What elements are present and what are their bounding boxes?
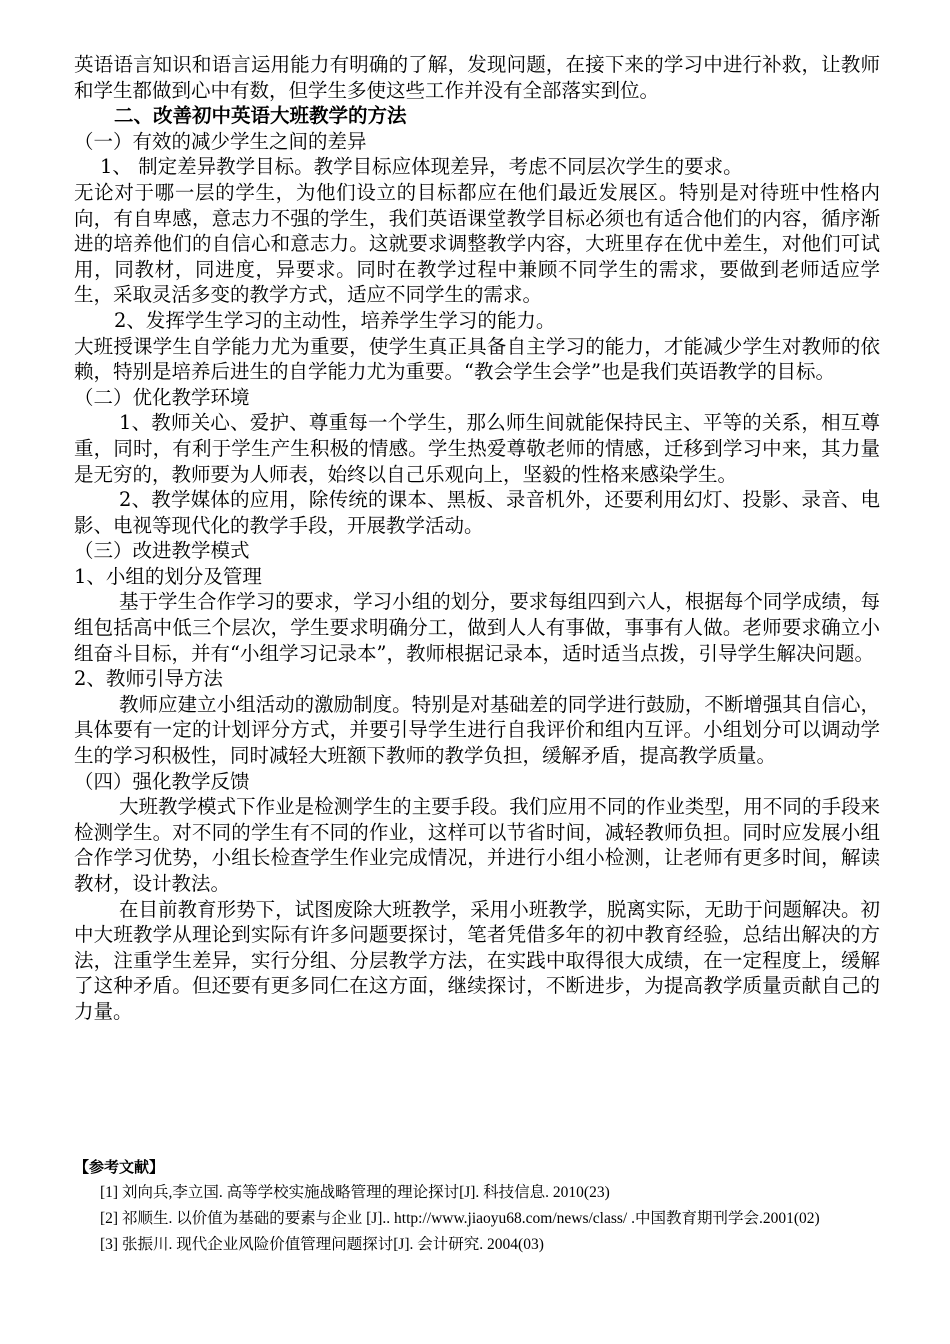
subsection-heading: （三）改进教学模式 — [74, 539, 250, 563]
document-body — [74, 52, 880, 1025]
paragraph: 2、教学媒体的应用，除传统的课本、黑板、录音机外，还要利用幻灯、投影、录音、电影、电视等现代化的教学手段，开展教学活动。 — [74, 488, 880, 537]
subsection-heading: （二）优化教学环境 — [74, 385, 250, 409]
paragraph: 在目前教育形势下，试图废除大班教学，采用小班教学，脱离实际，无助于问题解决。初中大班教学从理论到实际有许多问题要探讨，笔者凭借多年的初中教育经验，总结出解决的方法，注重学生差异，实行分组、分层教学方法，在实践中取得很大成绩，在一定程度上，缓解了这种矛盾。但还要有更多同仁在这方面，继续探讨，不断进步，为提高教学质量贡献自己的力量。 — [74, 897, 880, 1023]
section-heading: 二、改善初中英语大班教学的方法 — [114, 104, 407, 128]
item-heading: 2、教师引导方法 — [74, 667, 223, 691]
paragraph: 1、教师关心、爱护、尊重每一个学生，那么师生间就能保持民主、平等的关系，相互尊重，同时，有利于学生产生积极的情感。学生热爱尊敬老师的情感，迁移到学习中来，其力量是无穷的，教师要为人师表，始终以自己乐观向上，坚毅的性格来感染学生。 — [74, 411, 880, 486]
reference-item: [3] 张振川. 现代企业风险价值管理问题探讨[J]. 会计研究. 2004(03) — [100, 1236, 544, 1253]
paragraph: 大班授课学生自学能力尤为重要，使学生真正具备自主学习的能力，才能减少学生对教师的依赖，特别是培养后进生的自学能力尤为重要。“教会学生会学”也是我们英语教学的目标。 — [74, 334, 880, 384]
reference-item: [1] 刘向兵,李立国. 高等学校实施战略管理的理论探讨[J]. 科技信息. 2010(23) — [100, 1184, 610, 1201]
paragraph: 无论对于哪一层的学生，为他们设立的目标都应在他们最近发展区。特别是对待班中性格内向，有自卑感，意志力不强的学生，我们英语课堂教学目标必须也有适合他们的内容，循序渐进的培养他们的自信心和意志力。这就要求调整教学内容，大班里存在优中差生，对他们可试用，同教材，同进度，异要求。同时在教学过程中兼顾不同学生的需求，要做到老师适应学生，采取灵活多变的教学方式，适应不同学生的需求。 — [74, 180, 880, 307]
references-section — [74, 1154, 880, 1258]
paragraph: 英语语言知识和语言运用能力有明确的了解，发现问题，在接下来的学习中进行补救，让教师和学生都做到心中有数，但学生多使这些工作并没有全部落实到位。 — [74, 53, 880, 102]
reference-item: [2] 祁顺生. 以价值为基础的要素与企业 [J].. http://www.jiaoyu68.com/news/class/ .中国教育期刊学会.2001(02) — [100, 1210, 820, 1227]
subsection-heading: （四）强化教学反馈 — [74, 769, 250, 793]
item-heading: 1、小组的划分及管理 — [74, 564, 262, 588]
paragraph: 基于学生合作学习的要求，学习小组的划分，要求每组四到六人，根据每个同学成绩，每组包括高中低三个层次，学生要求明确分工，做到人人有事做，事事有人做。老师要求确立小组奋斗目标，并有“小组学习记录本”，教师根据记录本，适时适当点拨，引导学生解决问题。 — [74, 590, 880, 665]
paragraph: 教师应建立小组活动的激励制度。特别是对基础差的同学进行鼓励，不断增强其自信心，具体要有一定的计划评分方式，并要引导学生进行自我评价和组内互评。小组划分可以调动学生的学习积极性，同时减轻大班额下教师的教学负担，缓解矛盾，提高教学质量。 — [74, 692, 880, 768]
references-title: 【参考文献】 — [74, 1158, 165, 1176]
subsection-heading: （一）有效的减少学生之间的差异 — [74, 129, 367, 153]
paragraph: 2、发挥学生学习的主动性，培养学生学习的能力。 — [114, 308, 556, 332]
paragraph: 1、 制定差异教学目标。教学目标应体现差异，考虑不同层次学生的要求。 — [100, 155, 743, 179]
paragraph: 大班教学模式下作业是检测学生的主要手段。我们应用不同的作业类型，用不同的手段来检测学生。对不同的学生有不同的作业，这样可以节省时间，减轻教师负担。同时应发展小组合作学习优势，小组长检查学生作业完成情况，并进行小组小检测，让老师有更多时间，解读教材，设计教法。 — [74, 795, 880, 895]
